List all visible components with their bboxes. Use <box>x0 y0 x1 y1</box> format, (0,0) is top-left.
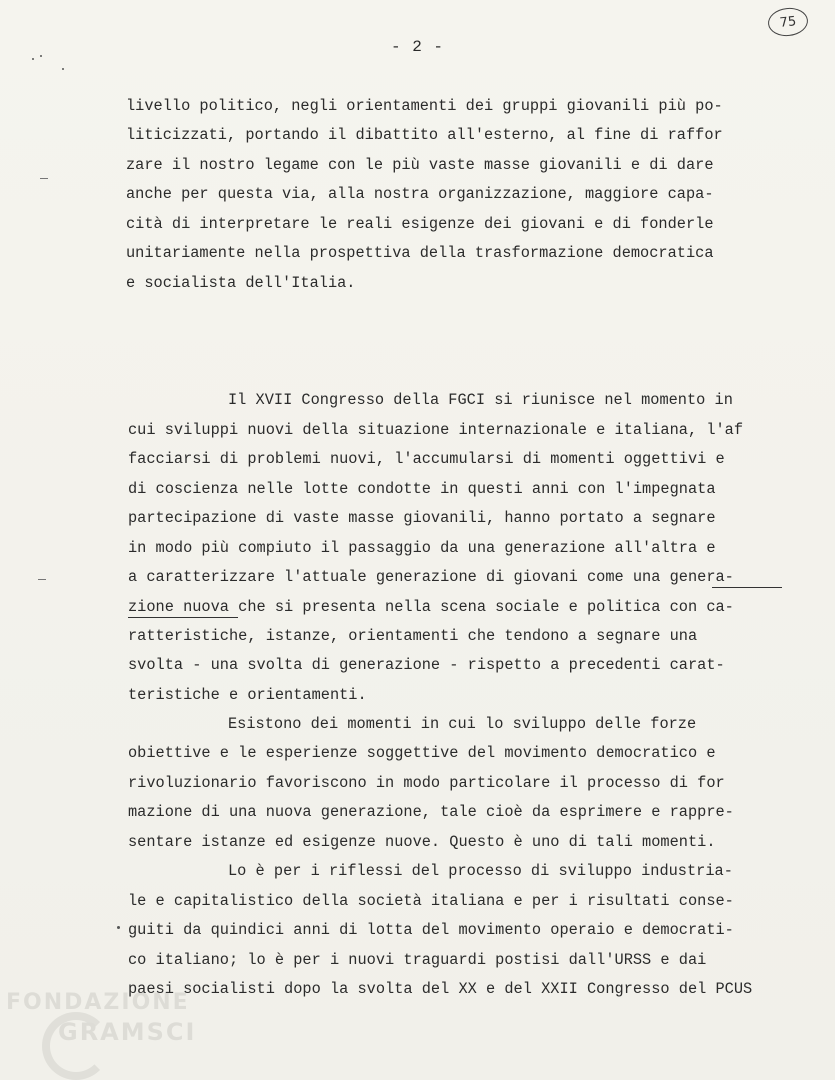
text-line: cità di interpretare le reali esigenze dei giovani e di fonderle <box>126 215 714 233</box>
paper-speck <box>62 68 64 70</box>
text-line: svolta - una svolta di generazione - rispetto a precedenti carat- <box>128 656 725 674</box>
text-line: livello politico, negli orientamenti dei gruppi giovanili più po- <box>126 97 723 115</box>
paper-speck <box>32 58 34 60</box>
text-line: in modo più compiuto il passaggio da una generazione all'altra e <box>128 539 716 557</box>
text-line: le e capitalistico della società italiana e per i risultati conse- <box>128 892 734 910</box>
margin-mark <box>38 579 46 580</box>
text-line: paesi socialisti dopo la svolta del XX e del XXII Congresso del PCUS <box>128 980 753 998</box>
text-line: obiettive e le esperienze soggettive del movimento democratico e <box>128 744 716 762</box>
text-line: Il XVII Congresso della FGCI si riunisce nel momento in <box>228 391 733 409</box>
text-line: teristiche e orientamenti. <box>128 686 367 704</box>
text-line: cui sviluppi nuovi della situazione internazionale e italiana, l'af <box>128 421 744 439</box>
text-line: sentare istanze ed esigenze nuove. Questo è uno di tali momenti. <box>128 833 716 851</box>
underline-mark <box>712 587 782 588</box>
text-line: ratteristiche, istanze, orientamenti che tendono a segnare una <box>128 627 698 645</box>
underline-mark <box>128 617 238 618</box>
text-line: anche per questa via, alla nostra organizzazione, maggiore capa- <box>126 185 714 203</box>
text-line: mazione di una nuova generazione, tale cioè da esprimere e rappre- <box>128 803 734 821</box>
text-line: Esistono dei momenti in cui lo sviluppo delle forze <box>228 715 697 733</box>
fondazione-gramsci-watermark <box>6 990 206 1070</box>
text-line: a caratterizzare l'attuale generazione di giovani come una genera- <box>128 568 734 586</box>
text-line: co italiano; lo è per i nuovi traguardi postisi dall'URSS e dai <box>128 951 707 969</box>
watermark-line2: GRAMSCI <box>58 1018 197 1046</box>
archive-number-stamp <box>767 6 810 38</box>
text-line: e socialista dell'Italia. <box>126 274 356 292</box>
paper-speck <box>117 926 120 929</box>
text-line: di coscienza nelle lotte condotte in questi anni con l'impegnata <box>128 480 716 498</box>
page-number: - 2 - <box>390 38 444 56</box>
archive-number: 75 <box>778 13 798 31</box>
text-line: unitariamente nella prospettiva della trasformazione democratica <box>126 244 714 262</box>
text-line: zare il nostro legame con le più vaste masse giovanili e di dare <box>126 156 714 174</box>
text-line: guiti da quindici anni di lotta del movimento operaio e democrati- <box>128 921 734 939</box>
text-line: zione nuova che si presenta nella scena sociale e politica con ca- <box>128 598 734 616</box>
paper-speck <box>40 55 42 57</box>
text-line: facciarsi di problemi nuovi, l'accumularsi di momenti oggettivi e <box>128 450 725 468</box>
watermark-line1: FONDAZIONE <box>6 990 190 1015</box>
text-line: liticizzati, portando il dibattito all'esterno, al fine di raffor <box>126 126 723 144</box>
margin-mark <box>40 178 48 179</box>
text-line: partecipazione di vaste masse giovanili, hanno portato a segnare <box>128 509 716 527</box>
text-line: rivoluzionario favoriscono in modo particolare il processo di for <box>128 774 725 792</box>
text-line: Lo è per i riflessi del processo di sviluppo industria- <box>228 862 733 880</box>
